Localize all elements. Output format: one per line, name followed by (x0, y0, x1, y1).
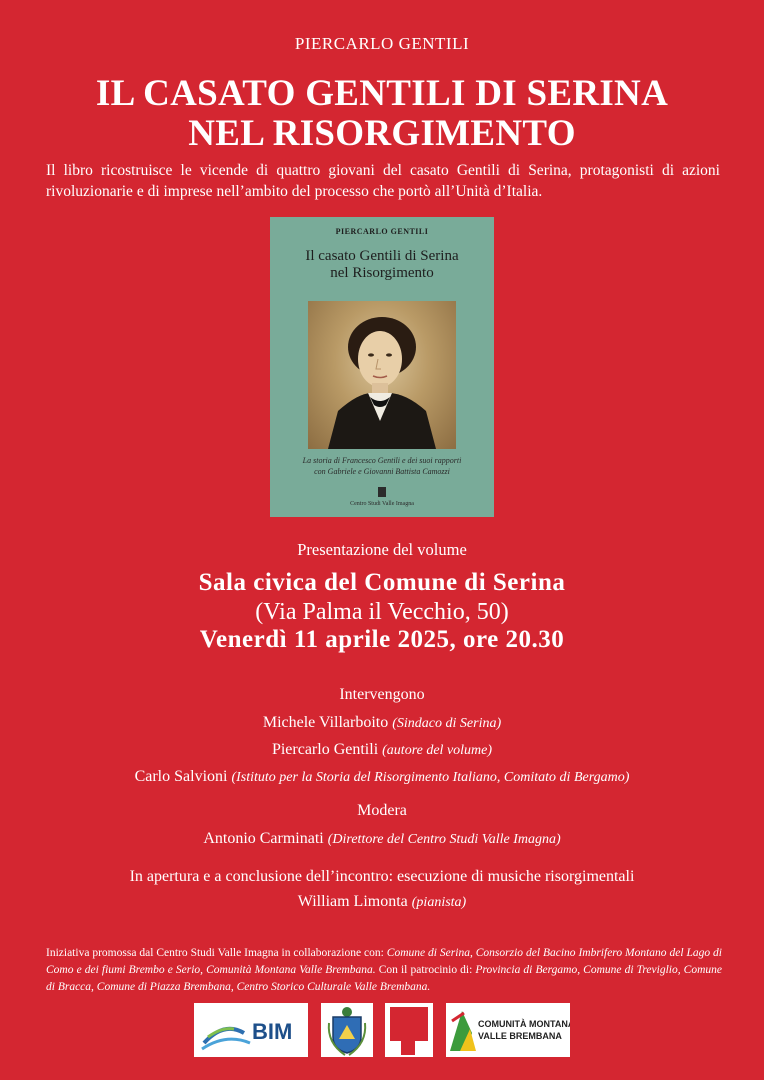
speaker-name: Piercarlo Gentili (271, 741, 379, 758)
event-venue: Sala civica del Comune di Serina (198, 569, 566, 596)
moderator (0, 830, 764, 848)
cover-title (270, 248, 494, 282)
speakers-heading: Intervengono (339, 686, 425, 703)
title-line-1: IL CASATO GENTILI DI SERINA (95, 73, 669, 114)
event-address: (Via Palma il Vecchio, 50) (255, 599, 509, 625)
page-title (0, 74, 764, 154)
publisher-logo-icon (378, 487, 386, 497)
speaker-2 (0, 741, 764, 759)
footer-lead: Iniziativa promossa dal Centro Studi Valle Imagna in collaborazione con: (46, 947, 387, 959)
speaker-role: (autore del volume) (382, 743, 493, 758)
serina-coat-of-arms (321, 1003, 373, 1057)
coat-of-arms-icon (321, 1003, 373, 1057)
footer-credits (46, 945, 722, 996)
speaker-role: (Istituto per la Storia del Risorgimento Italiano, Comitato di Bergamo) (231, 770, 630, 785)
comunita-line-2: VALLE BREMBANA (478, 1031, 562, 1041)
footer-partners: Comune di Serina, Consorzio del Bacino Imbrifero Montano del Lago di Como e dei fiumi Brembo e Serio, Comunità Montana Valle Brembana. (46, 947, 722, 976)
author-name: PIERCARLO GENTILI (294, 34, 470, 53)
portrait-image (308, 301, 456, 449)
red-square-logo-icon (385, 1003, 433, 1057)
musician-name: William Limonta (297, 893, 408, 910)
bim-logo-icon (194, 1003, 308, 1057)
cover-author: PIERCARLO GENTILI (335, 227, 429, 236)
event-date: Venerdì 11 aprile 2025, ore 20.30 (199, 626, 565, 653)
cover-subtitle-line-1: La storia di Francesco Gentili e dei suoi rapporti (302, 456, 462, 465)
red-square-logo (385, 1003, 433, 1057)
musician-role: (pianista) (411, 895, 467, 910)
speaker-1 (0, 714, 764, 732)
speaker-name: Carlo Salvioni (134, 768, 228, 785)
moderator-heading: Modera (357, 802, 407, 819)
moderator-name: Antonio Carminati (203, 830, 324, 847)
cover-subtitle-line-2: con Gabriele e Giovanni Battista Camozzi (314, 467, 450, 476)
comunita-montana-logo (446, 1003, 570, 1057)
cover-title-line-2: nel Risorgimento (330, 265, 434, 281)
presentation-label: Presentazione del volume (297, 540, 467, 559)
logo-row (0, 1003, 764, 1060)
musician (0, 893, 764, 911)
title-line-2: NEL RISORGIMENTO (188, 113, 576, 154)
moderator-role: (Direttore del Centro Studi Valle Imagna) (327, 832, 561, 847)
speaker-name: Michele Villarboito (262, 714, 389, 731)
footer-patronage-lead: Con il patrocinio di: (375, 964, 476, 976)
comunita-montana-icon (446, 1003, 570, 1057)
speaker-role: (Sindaco di Serina) (392, 716, 502, 731)
footer-patrons: Provincia di Bergamo, Comune di Treviglio, Comune di Bracca, Comune di Piazza Brembana, Centro Storico Culturale Valle Brembana. (46, 964, 723, 993)
cover-title-line-1: Il casato Gentili di Serina (305, 248, 459, 264)
bim-logo (194, 1003, 308, 1057)
speaker-3 (0, 768, 764, 786)
comunita-line-1: COMUNITÀ MONTANA (478, 1019, 570, 1029)
portrait-illustration (308, 301, 456, 449)
intro-paragraph: Il libro ricostruisce le vicende di quattro giovani del casato Gentili di Serina, protagonisti di azioni rivoluzionarie e di imprese nell’ambito del processo che portò all’Unità d’Italia. (46, 162, 720, 200)
bim-logo-text: BIM (252, 1019, 293, 1044)
music-note: In apertura e a conclusione dell’incontro: esecuzione di musiche risorgimentali (129, 868, 635, 885)
book-cover (270, 217, 494, 517)
cover-subtitle (270, 455, 494, 477)
cover-publisher: Centro Studi Valle Imagna (350, 501, 414, 507)
